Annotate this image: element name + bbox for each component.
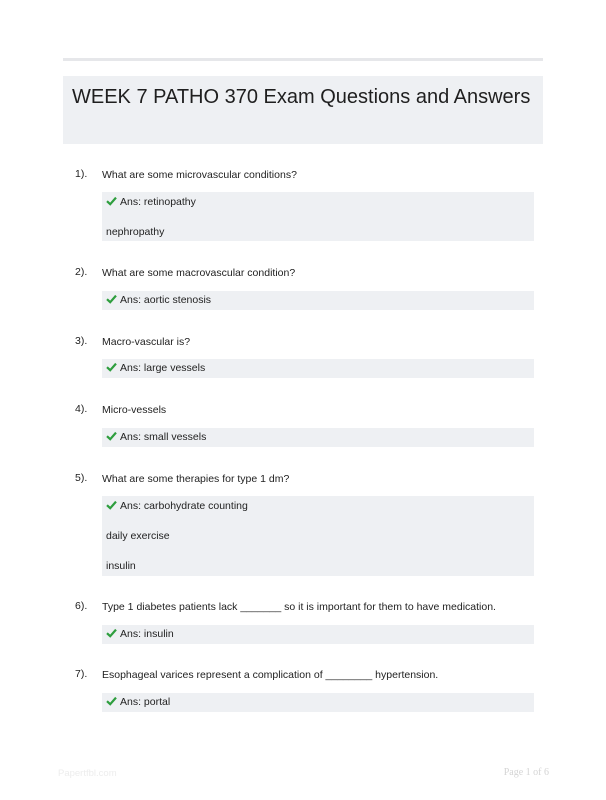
question-text: Type 1 diabetes patients lack _______ so it is important for them to have medication.: [102, 601, 496, 613]
question-number: 6).: [75, 600, 88, 612]
answer-box: [102, 693, 534, 712]
answer-line: Ans: insulin: [106, 627, 174, 641]
question-number: 3).: [75, 335, 88, 347]
answer-line: Ans: retinopathy: [106, 195, 196, 209]
check-icon: [106, 696, 117, 706]
check-icon: [106, 431, 117, 441]
footer-watermark: Papertfbl.com: [58, 768, 117, 779]
title-banner: [63, 76, 543, 144]
answer-box: [102, 625, 534, 644]
question-text: Micro-vessels: [102, 404, 167, 416]
answer-line: Ans: small vessels: [106, 430, 206, 444]
check-icon: [106, 196, 117, 206]
question-number: 5).: [75, 472, 88, 484]
question-text: What are some microvascular conditions?: [102, 169, 297, 181]
question-text: What are some macrovascular condition?: [102, 267, 296, 279]
question-number: 4).: [75, 403, 88, 415]
question-text: Macro-vascular is?: [102, 336, 191, 348]
answer-box: [102, 428, 534, 447]
check-icon: [106, 628, 117, 638]
question-text: What are some therapies for type 1 dm?: [102, 473, 290, 485]
top-divider: [63, 58, 543, 61]
answer-box: [102, 291, 534, 310]
question-text: Esophageal varices represent a complication of ________ hypertension.: [102, 669, 439, 681]
page-number: Page 1 of 6: [503, 767, 549, 778]
check-icon: [106, 500, 117, 510]
document-title: WEEK 7 PATHO 370 Exam Questions and Answers: [72, 86, 531, 108]
answer-line: Ans: portal: [106, 695, 170, 709]
answer-line: nephropathy: [106, 226, 165, 238]
check-icon: [106, 294, 117, 304]
answer-box: [102, 192, 534, 241]
answer-box: [102, 496, 534, 576]
question-number: 2).: [75, 266, 88, 278]
question-number: 1).: [75, 168, 88, 180]
question-number: 7).: [75, 668, 88, 680]
answer-line: daily exercise: [106, 530, 170, 542]
answer-line: Ans: carbohydrate counting: [106, 499, 248, 513]
answer-line: Ans: large vessels: [106, 361, 205, 375]
answer-line: Ans: aortic stenosis: [106, 293, 211, 307]
answer-line: insulin: [106, 560, 136, 572]
check-icon: [106, 362, 117, 372]
answer-box: [102, 359, 534, 378]
